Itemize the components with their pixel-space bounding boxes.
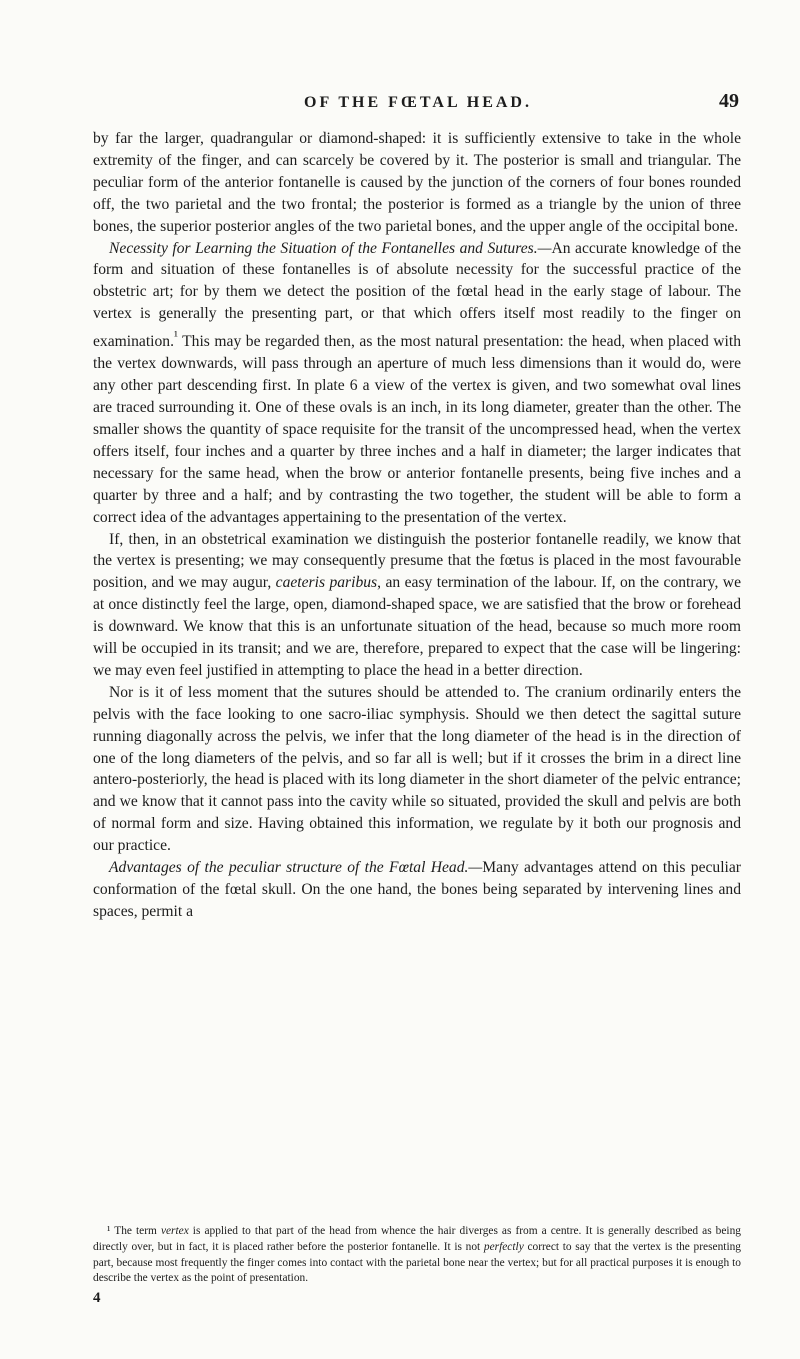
footnote-marker: ¹ bbox=[173, 328, 178, 344]
signature-mark: 4 bbox=[93, 1290, 101, 1306]
footnote: ¹ The term vertex is applied to that part of the head from whence the hair diverges as from a centre. It is generally described as being directly over, but in fact, it is placed rather before the posterior fontanelle. It is not perfectly correct to say that the vertex is the presenting part, because most frequently the finger comes into contact with the parietal bone near the vertex; but for all practical purposes it is enough to describe the vertex as the point of presentation. bbox=[93, 1225, 741, 1285]
paragraph-1: by far the larger, quadrangular or diamond-shaped: it is sufficiently extensive to take in the whole extremity of the finger, and can scarcely be covered by it. The posterior is small and triangular. The peculiar form of the anterior fontanelle is caused by the junction of the corners of four bones rounded off, the two parietal and the two frontal; the posterior is formed as a triangle by the union of three bones, the superior posterior angles of the two parietal bones, and the upper angle of the occipital bone. bbox=[93, 130, 741, 235]
subheading-advantages: Advantages of the peculiar structure of the Fœtal Head.— bbox=[109, 859, 483, 877]
page-number: 49 bbox=[719, 90, 739, 112]
paragraph-3: If, then, in an obstetrical examination we distinguish the posterior fontanelle readily, we know that the vertex is presenting; we may consequently presume that the fœtus is placed in the most favourable position, and we may augur, caeteris paribus, an easy termination of the labour. If, on the contrary, we at once distinctly feel the large, open, diamond-shaped space, we are satisfied that the brow or forehead is downward. We know that this is an unfortunate situation of the head, because so much more room will be occupied in its transit; and we are, therefore, prepared to expect that the case will be lingering: we may even feel justified in attempting to place the head in a better direction. bbox=[93, 530, 741, 679]
body-text bbox=[93, 128, 741, 923]
paragraph-2: Necessity for Learning the Situation of the Fontanelles and Sutures.—An accurate knowledge of the form and situation of these fontanelles is of absolute necessity for the successful practice of the obstetric art; for by them we detect the position of the fœtal head in the early stage of labour. The vertex is generally the presenting part, or that which offers itself most readily to the finger on examination.$^{^1}$ This may be regarded then, as the most natural presentation: the head, when placed with the vertex downwards, will pass through an aperture of much less dimensions than it would do, were any other part descending first. In plate 6 a view of the vertex is given, and two somewhat oval lines are traced surrounding it. One of these ovals is an inch, in its long diameter, greater than the other. The smaller shows the quantity of space requisite for the transit of the uncompressed head, when the vertex offers itself, four inches and a quarter by three inches and a half in diameter; the larger indicates that necessary for the same head, when the brow or anterior fontanelle presents, being five inches and a quarter by three and a half; and by contrasting the two together, the student will be able to form a correct idea of the advantages appertaining to the presentation of the vertex. bbox=[93, 239, 741, 526]
subheading-fontanelles: Necessity for Learning the Situation of the Fontanelles and Sutures.— bbox=[109, 239, 552, 257]
paragraph-5: Advantages of the peculiar structure of the Fœtal Head.—Many advantages attend on this peculiar conformation of the fœtal skull. On the one hand, the bones being separated by intervening lines and spaces, permit a bbox=[93, 859, 741, 920]
running-head: OF THE FŒTAL HEAD. bbox=[304, 94, 532, 111]
page-header bbox=[97, 90, 739, 120]
latin-phrase: caeteris paribus bbox=[275, 574, 378, 592]
paragraph-4: Nor is it of less moment that the sutures should be attended to. The cranium ordinarily enters the pelvis with the face looking to one sacro-iliac symphysis. Should we then detect the sagittal suture running diagonally across the pelvis, we infer that the long diameter of the head is in the direction of one of the long diameters of the pelvis, and so far all is well; but if it crosses the brim in a direct line antero-posteriorly, the head is placed with its long diameter in the short diameter of the pelvic entrance; and we know that it cannot pass into the cavity while so situated, provided the skull and pelvis are both of normal form and size. Having obtained this information, we regulate by it both our prognosis and our practice. bbox=[93, 683, 741, 855]
